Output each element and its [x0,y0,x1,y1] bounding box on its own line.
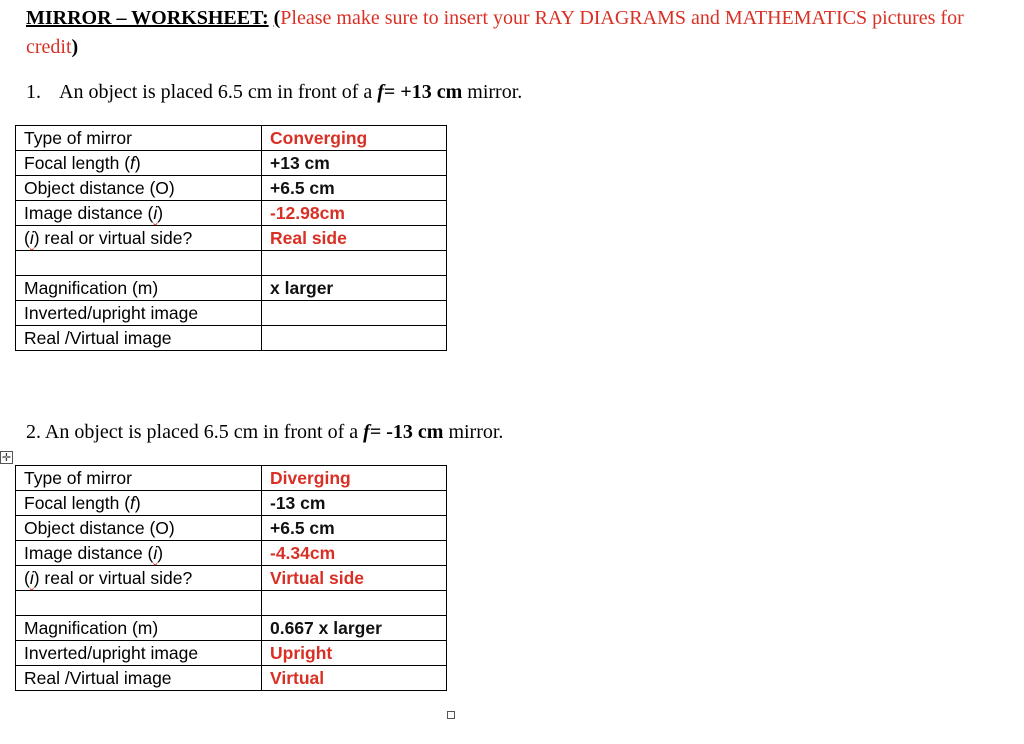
value-object-distance[interactable]: +6.5 cm [262,176,447,201]
label-side-open: ( [24,568,30,588]
label-focal-length [16,151,262,176]
blank-label-cell [16,251,262,276]
question-2-f-symbol: f [363,421,370,443]
value-focal-length[interactable]: +13 cm [262,151,447,176]
value-image-distance[interactable]: -12.98cm [262,201,447,226]
label-focal-suffix: ) [134,153,141,173]
blank-value-cell[interactable] [262,591,447,616]
question-1-f-value: = +13 [383,81,432,103]
mirror-table-2 [15,465,447,691]
table-row [16,301,447,326]
table-row [16,201,447,226]
question-1-text: An object is placed 6.5 cm in front of a [59,81,373,103]
label-type-of-mirror: Type of mirror [16,126,262,151]
table-row [16,666,447,691]
mirror-table-1 [15,125,447,351]
value-real-virtual-image[interactable] [262,326,447,351]
label-inverted-upright: Inverted/upright image [16,301,262,326]
value-real-virtual-side[interactable]: Virtual side [262,566,447,591]
label-side-suffix: ) real or virtual side? [33,568,193,588]
label-inverted-upright: Inverted/upright image [16,641,262,666]
table-row [16,491,447,516]
question-1 [26,80,522,104]
question-1-tail: mirror. [467,81,523,103]
value-image-distance[interactable]: -4.34cm [262,541,447,566]
title-paren-close: ) [71,36,79,58]
value-real-virtual-image[interactable]: Virtual [262,666,447,691]
label-real-virtual-side [16,226,262,251]
label-side-symbol: i [29,228,34,248]
table-row [16,151,447,176]
label-side-symbol: i [29,568,34,588]
title-paren-open: ( [273,7,281,29]
table-row [16,566,447,591]
blank-value-cell[interactable] [262,251,447,276]
table-row [16,126,447,151]
label-image-prefix: Image distance ( [24,203,154,223]
question-1-unit: cm [436,81,463,103]
label-real-virtual-image: Real /Virtual image [16,666,262,691]
worksheet-title [26,4,986,62]
label-image-suffix: ) [157,543,164,563]
table-resize-handle-icon[interactable] [447,711,455,719]
value-object-distance[interactable]: +6.5 cm [262,516,447,541]
label-side-suffix: ) real or virtual side? [33,228,193,248]
table-row [16,226,447,251]
label-image-distance [16,201,262,226]
table-row [16,251,447,276]
table-row [16,641,447,666]
table-row [16,276,447,301]
value-type-of-mirror[interactable]: Diverging [262,466,447,491]
label-image-symbol: i [153,203,158,223]
title-instruction: Please make sure to insert your RAY DIAGRAMS and MATHEMATICS pictures for credit [26,7,964,58]
table-move-handle-icon[interactable]: ✛ [1,451,12,464]
value-inverted-upright[interactable]: Upright [262,641,447,666]
question-1-f-symbol: f [377,81,384,103]
label-focal-prefix: Focal length ( [24,153,131,173]
table-row [16,176,447,201]
label-image-symbol: i [153,543,158,563]
label-object-distance: Object distance (O) [16,176,262,201]
label-side-open: ( [24,228,30,248]
label-focal-suffix: ) [134,493,141,513]
value-magnification[interactable]: x larger [262,276,447,301]
table-row [16,466,447,491]
table-row [16,591,447,616]
table-row [16,326,447,351]
question-1-number: 1. [26,81,41,103]
value-inverted-upright[interactable] [262,301,447,326]
table-row [16,541,447,566]
value-focal-length[interactable]: -13 cm [262,491,447,516]
table-row [16,516,447,541]
label-focal-prefix: Focal length ( [24,493,131,513]
value-type-of-mirror[interactable]: Converging [262,126,447,151]
label-type-of-mirror: Type of mirror [16,466,262,491]
label-real-virtual-image: Real /Virtual image [16,326,262,351]
label-image-suffix: ) [157,203,164,223]
title-heading: MIRROR – WORKSHEET: [26,7,269,29]
question-2-text: An object is placed 6.5 cm in front of a [44,421,359,443]
question-2-unit: cm [417,421,444,443]
label-magnification: Magnification (m) [16,276,262,301]
question-2-number: 2. [26,421,41,443]
label-image-distance [16,541,262,566]
question-2-f-value: = -13 [369,421,413,443]
label-magnification: Magnification (m) [16,616,262,641]
question-2 [26,420,503,444]
value-real-virtual-side[interactable]: Real side [262,226,447,251]
label-object-distance: Object distance (O) [16,516,262,541]
label-real-virtual-side [16,566,262,591]
blank-label-cell [16,591,262,616]
table-row [16,616,447,641]
label-image-prefix: Image distance ( [24,543,154,563]
value-magnification[interactable]: 0.667 x larger [262,616,447,641]
label-focal-length [16,491,262,516]
question-2-tail: mirror. [448,421,504,443]
label-focal-symbol: f [130,493,135,513]
label-focal-symbol: f [130,153,135,173]
